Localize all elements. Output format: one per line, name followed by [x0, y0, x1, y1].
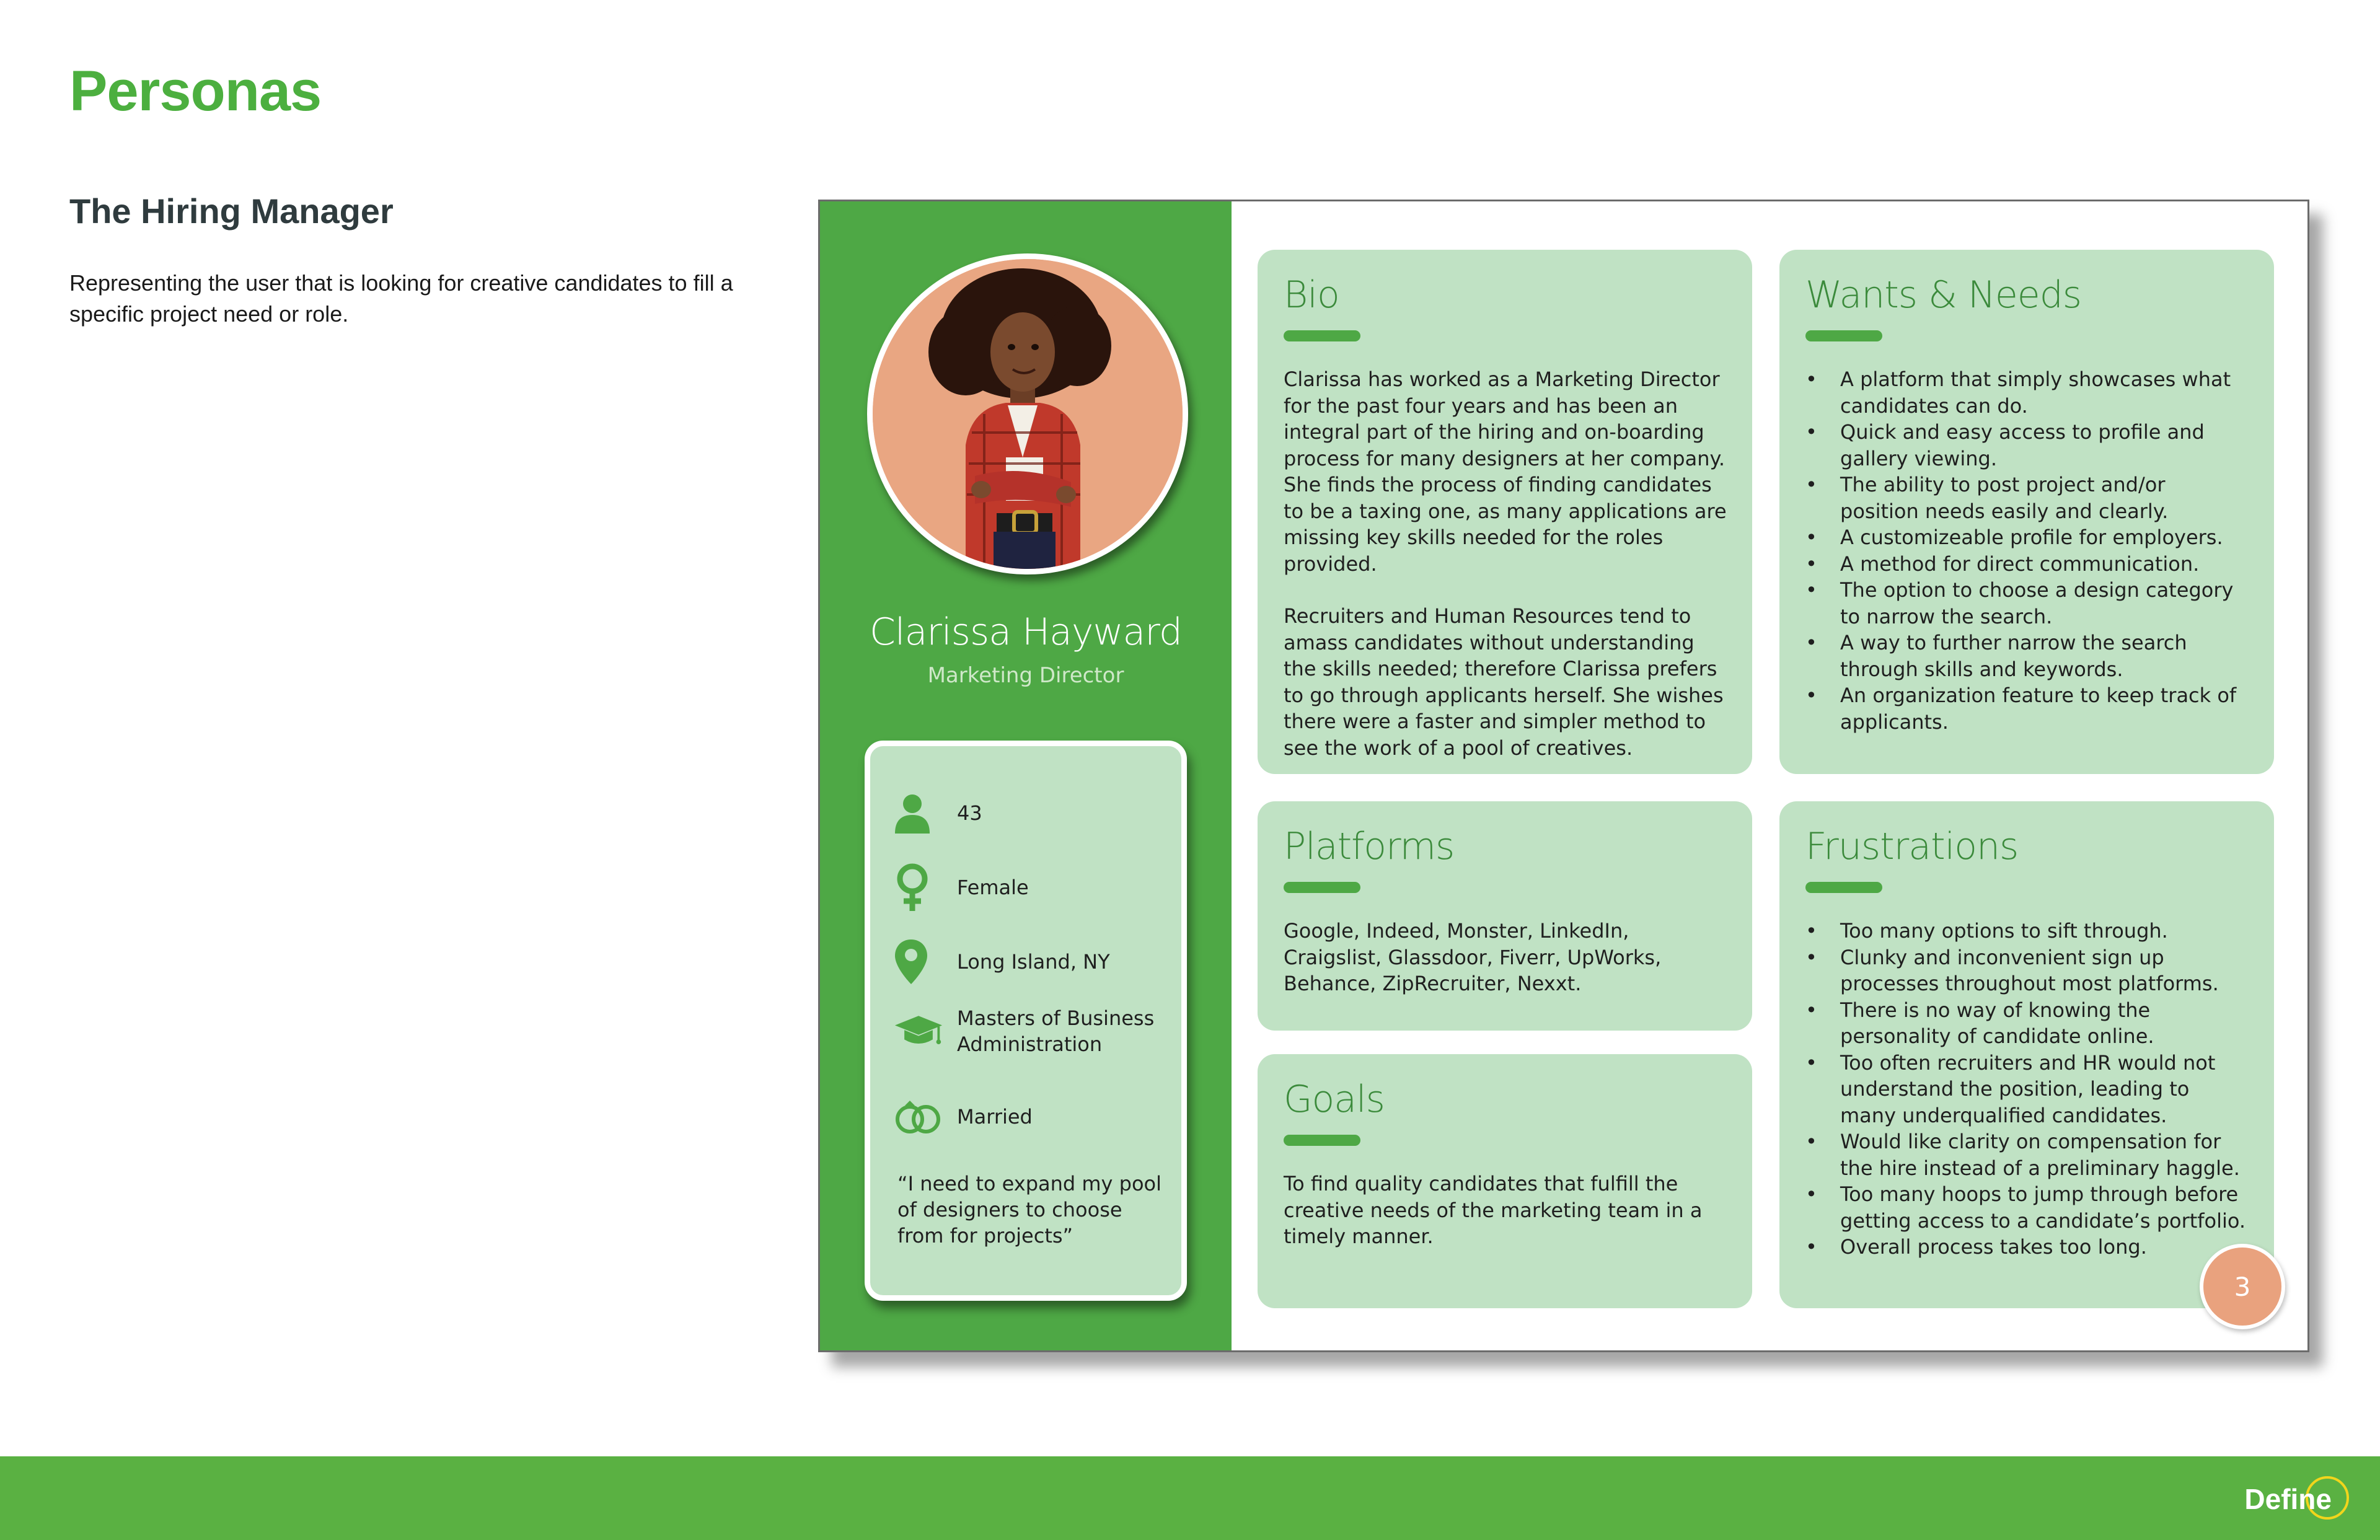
frustrations-title-underline [1805, 882, 1882, 893]
wants-needs-box [1779, 250, 2274, 774]
define-logo-text: Define [2244, 1483, 2332, 1515]
persona-avatar [867, 253, 1188, 574]
bio-title: Bio [1284, 273, 1339, 317]
persona-card [818, 200, 2309, 1352]
info-location [894, 937, 1166, 987]
persona-quote: “I need to expand my pool of designers to choose from for projects” [897, 1172, 1162, 1247]
goals-body: To find quality candidates that fulfill the creative needs of the marketing team in a timely manner. [1284, 1172, 1703, 1248]
goals-box [1258, 1054, 1752, 1308]
section-title: The Hiring Manager [69, 191, 394, 231]
list-item: • A way to further narrow the search through skills and keywords. [1805, 630, 2249, 682]
info-education [894, 1005, 1166, 1057]
persona-sidebar [820, 201, 1232, 1350]
list-item: • Would like clarity on compensation for the hire instead of a preliminary haggle. [1805, 1129, 2249, 1181]
define-logo [2244, 1477, 2332, 1521]
page-title: Personas [69, 59, 322, 123]
persona-role: Marketing Director [927, 663, 1124, 688]
footer-bar [0, 1456, 2380, 1540]
list-item: • A customizeable profile for employers. [1805, 524, 2249, 551]
wants-needs-list [1805, 366, 2249, 735]
rings-icon [894, 1092, 943, 1142]
list-item: • Too many options to sift through. [1805, 918, 2249, 944]
location-pin-icon [894, 937, 943, 987]
info-marital-status-value: Married [957, 1105, 1033, 1129]
frustrations-list [1805, 918, 2249, 1261]
bio-box [1258, 250, 1752, 774]
persona-illustration-icon [873, 259, 1183, 569]
female-icon [894, 863, 943, 912]
list-item: • The option to choose a design category to narrow the search. [1805, 577, 2249, 630]
list-item: • Too often recruiters and HR would not understand the position, leading to many underqualified candidates. [1805, 1050, 2249, 1129]
info-age [894, 788, 1166, 838]
list-item: • An organization feature to keep track of applicants. [1805, 682, 2249, 735]
platforms-title: Platforms [1284, 825, 1455, 868]
persona-info-card [865, 741, 1187, 1301]
person-icon [894, 788, 943, 838]
platforms-box [1258, 801, 1752, 1031]
frustrations-body [1805, 918, 2249, 1261]
info-location-value: Long Island, NY [957, 950, 1110, 974]
list-item: • Overall process takes too long. [1805, 1234, 2249, 1261]
wants-needs-body [1805, 366, 2249, 735]
list-item: • Clunky and inconvenient sign up processes throughout most platforms. [1805, 944, 2249, 997]
frustrations-title: Frustrations [1805, 825, 2019, 868]
info-education-value: Masters of Business Administration [957, 1006, 1155, 1056]
list-item: • Too many hoops to jump through before getting access to a candidate’s portfolio. [1805, 1181, 2249, 1234]
page-number-badge: 3 [2200, 1244, 2285, 1329]
list-item: • A platform that simply showcases what candidates can do. [1805, 366, 2249, 419]
persona-name: Clarissa Hayward [870, 610, 1182, 654]
frustrations-box [1779, 801, 2274, 1308]
platforms-title-underline [1284, 882, 1360, 893]
bio-body [1284, 366, 1727, 761]
bio-title-underline [1284, 330, 1360, 341]
info-age-value: 43 [957, 801, 982, 825]
section-description: Representing the user that is looking for creative candidates to fill a specific project need or role. [69, 270, 733, 327]
bio-paragraph: Recruiters and Human Resources tend to amass candidates without understanding the skills needed; therefore Clarissa prefers to go through applicants herself. She wishes there were a faster and simpler method to see the work of a pool of creatives. [1284, 604, 1724, 760]
graduation-cap-icon [894, 1006, 943, 1056]
list-item: • The ability to post project and/or position needs easily and clearly. [1805, 472, 2249, 524]
list-item: • A method for direct communication. [1805, 551, 2249, 578]
wants-needs-title-underline [1805, 330, 1882, 341]
list-item: • There is no way of knowing the personality of candidate online. [1805, 997, 2249, 1050]
info-gender-value: Female [957, 876, 1029, 899]
bio-paragraph: Clarissa has worked as a Marketing Director for the past four years and has been an integral part of the hiring and on-boarding process for many designers at her company. She finds the process of finding candidates to be a taxing one, as many applications are missing key skills needed for the roles provided. [1284, 367, 1727, 576]
goals-title-underline [1284, 1135, 1360, 1146]
goals-title: Goals [1284, 1078, 1385, 1121]
list-item: • Quick and easy access to profile and gallery viewing. [1805, 419, 2249, 472]
info-marital-status [894, 1092, 1166, 1142]
info-gender [894, 863, 1166, 912]
platforms-body: Google, Indeed, Monster, LinkedIn, Craigslist, Glassdoor, Fiverr, UpWorks, Behance, ZipRecruiter, Nexxt. [1284, 919, 1662, 995]
wants-needs-title: Wants & Needs [1805, 273, 2082, 317]
